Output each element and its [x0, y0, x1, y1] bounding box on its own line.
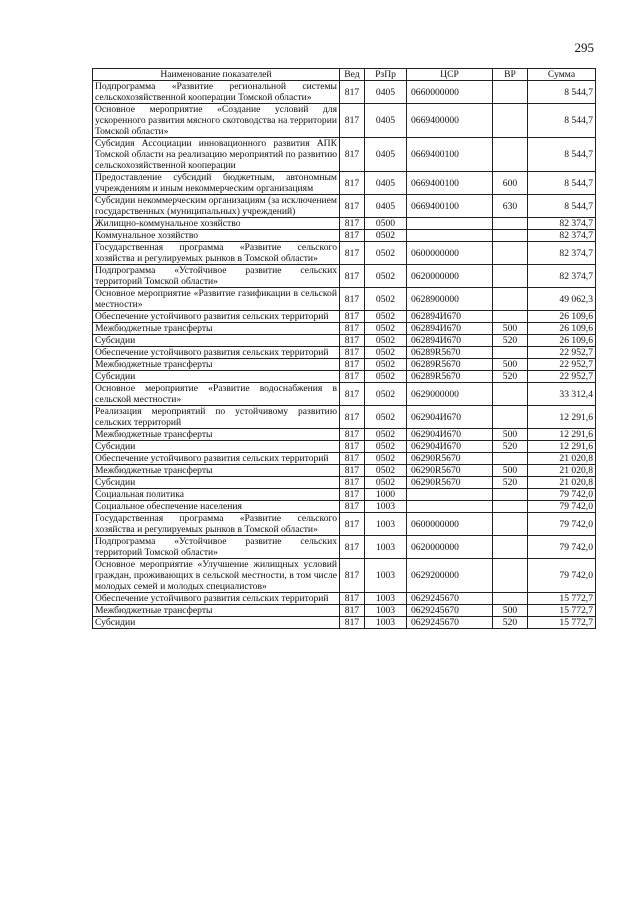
row-ved: 817 — [340, 359, 365, 371]
row-vr — [493, 218, 528, 230]
row-csr: 0660000000 — [407, 81, 493, 104]
row-vr — [493, 513, 528, 536]
row-name: Межбюджетные трансферты — [93, 429, 340, 441]
header-name: Наименование показателей — [93, 69, 340, 81]
row-name: Подпрограмма «Развитие региональной системы сельскохозяйственной кооперации Томской области» — [93, 81, 340, 104]
row-rzpr: 0502 — [365, 477, 407, 489]
row-rzpr: 0502 — [365, 383, 407, 406]
table-row — [93, 453, 596, 465]
page-number: 295 — [574, 40, 594, 55]
row-ved: 817 — [340, 489, 365, 501]
row-vr — [493, 536, 528, 559]
row-csr: 0629000000 — [407, 383, 493, 406]
table-row — [93, 242, 596, 265]
row-name: Обеспечение устойчивого развития сельских территорий — [93, 347, 340, 359]
row-rzpr: 0502 — [365, 406, 407, 429]
row-sum: 21 020,8 — [528, 477, 596, 489]
row-name: Основное мероприятие «Создание условий для ускоренного развития мясного скотоводства на территории Томской области» — [93, 104, 340, 138]
row-sum: 49 062,3 — [528, 288, 596, 311]
row-name: Государственная программа «Развитие сельского хозяйства и регулируемых рынков в Томской области» — [93, 513, 340, 536]
row-ved: 817 — [340, 172, 365, 195]
row-name: Обеспечение устойчивого развития сельских территорий — [93, 311, 340, 323]
row-csr: 062894И670 — [407, 335, 493, 347]
row-csr: 0669400100 — [407, 195, 493, 218]
row-sum: 26 109,6 — [528, 311, 596, 323]
table-row — [93, 138, 596, 172]
row-vr: 630 — [493, 195, 528, 218]
row-name: Межбюджетные трансферты — [93, 359, 340, 371]
row-csr: 062894И670 — [407, 311, 493, 323]
row-vr: 500 — [493, 359, 528, 371]
table-row — [93, 359, 596, 371]
row-csr — [407, 501, 493, 513]
row-name: Основное мероприятие «Развитие водоснабжения в сельской местности» — [93, 383, 340, 406]
table-row — [93, 335, 596, 347]
row-ved: 817 — [340, 513, 365, 536]
row-name: Субсидии — [93, 371, 340, 383]
row-vr — [493, 265, 528, 288]
row-csr: 0628900000 — [407, 288, 493, 311]
row-name: Субсидии — [93, 335, 340, 347]
row-vr: 520 — [493, 477, 528, 489]
table-row — [93, 218, 596, 230]
header-sum: Сумма — [528, 69, 596, 81]
table-row — [93, 593, 596, 605]
row-sum: 79 742,0 — [528, 559, 596, 593]
table-row — [93, 265, 596, 288]
row-name: Жилищно-коммунальное хозяйство — [93, 218, 340, 230]
row-csr: 062904И670 — [407, 406, 493, 429]
row-csr: 06290R5670 — [407, 477, 493, 489]
row-ved: 817 — [340, 81, 365, 104]
row-csr: 062904И670 — [407, 429, 493, 441]
row-csr: 0600000000 — [407, 513, 493, 536]
row-ved: 817 — [340, 335, 365, 347]
row-sum: 26 109,6 — [528, 335, 596, 347]
row-csr: 0629245670 — [407, 617, 493, 629]
row-rzpr: 0502 — [365, 465, 407, 477]
row-csr — [407, 489, 493, 501]
row-sum: 21 020,8 — [528, 465, 596, 477]
row-sum: 12 291,6 — [528, 406, 596, 429]
header-vr: ВР — [493, 69, 528, 81]
row-rzpr: 0500 — [365, 218, 407, 230]
table-row — [93, 429, 596, 441]
row-ved: 817 — [340, 605, 365, 617]
row-vr — [493, 81, 528, 104]
table-row — [93, 406, 596, 429]
row-name: Предоставление субсидий бюджетным, автономным учреждениям и иным некоммерческим организациям — [93, 172, 340, 195]
row-sum: 82 374,7 — [528, 218, 596, 230]
row-sum: 79 742,0 — [528, 489, 596, 501]
row-name: Социальная политика — [93, 489, 340, 501]
row-sum: 26 109,6 — [528, 323, 596, 335]
row-name: Социальное обеспечение населения — [93, 501, 340, 513]
row-name: Субсидия Ассоциации инновационного развития АПК Томской области на реализацию мероприятий по развитию сельскохозяйственной кооперации — [93, 138, 340, 172]
row-csr: 0620000000 — [407, 265, 493, 288]
row-sum: 8 544,7 — [528, 138, 596, 172]
row-rzpr: 0502 — [365, 230, 407, 242]
table-row — [93, 288, 596, 311]
table-row — [93, 513, 596, 536]
row-csr: 0629245670 — [407, 605, 493, 617]
row-ved: 817 — [340, 347, 365, 359]
row-vr: 520 — [493, 617, 528, 629]
row-csr: 06290R5670 — [407, 465, 493, 477]
row-vr: 500 — [493, 605, 528, 617]
row-name: Обеспечение устойчивого развития сельских территорий — [93, 453, 340, 465]
row-csr: 062904И670 — [407, 441, 493, 453]
row-sum: 22 952,7 — [528, 359, 596, 371]
row-csr: 0669400000 — [407, 104, 493, 138]
row-rzpr: 0502 — [365, 441, 407, 453]
row-ved: 817 — [340, 617, 365, 629]
header-ved: Вед — [340, 69, 365, 81]
row-name: Коммунальное хозяйство — [93, 230, 340, 242]
row-vr — [493, 242, 528, 265]
header-rzpr: РзПр — [365, 69, 407, 81]
table-row — [93, 230, 596, 242]
row-sum: 12 291,6 — [528, 441, 596, 453]
row-vr — [493, 230, 528, 242]
row-sum: 21 020,8 — [528, 453, 596, 465]
table-row — [93, 104, 596, 138]
table-header-row — [93, 69, 596, 81]
table-row — [93, 311, 596, 323]
row-vr — [493, 593, 528, 605]
table-row — [93, 383, 596, 406]
row-rzpr: 0502 — [365, 347, 407, 359]
row-name: Основное мероприятие «Улучшение жилищных условий граждан, проживающих в сельской местности, в том числе молодых семей и молодых специалистов» — [93, 559, 340, 593]
header-csr: ЦСР — [407, 69, 493, 81]
row-sum: 12 291,6 — [528, 429, 596, 441]
row-vr — [493, 501, 528, 513]
row-name: Обеспечение устойчивого развития сельских территорий — [93, 593, 340, 605]
row-ved: 817 — [340, 323, 365, 335]
table-row — [93, 489, 596, 501]
row-rzpr: 0405 — [365, 81, 407, 104]
row-name: Субсидии — [93, 477, 340, 489]
row-vr: 500 — [493, 323, 528, 335]
table-row — [93, 501, 596, 513]
row-rzpr: 0502 — [365, 371, 407, 383]
row-rzpr: 1003 — [365, 513, 407, 536]
row-rzpr: 0502 — [365, 311, 407, 323]
row-sum: 15 772,7 — [528, 617, 596, 629]
row-ved: 817 — [340, 104, 365, 138]
row-rzpr: 0502 — [365, 335, 407, 347]
row-sum: 8 544,7 — [528, 195, 596, 218]
row-vr — [493, 559, 528, 593]
row-ved: 817 — [340, 265, 365, 288]
table-body — [93, 81, 596, 629]
row-vr: 520 — [493, 441, 528, 453]
row-vr: 500 — [493, 465, 528, 477]
row-ved: 817 — [340, 453, 365, 465]
row-vr: 520 — [493, 335, 528, 347]
row-rzpr: 0502 — [365, 288, 407, 311]
table-row — [93, 195, 596, 218]
row-name: Межбюджетные трансферты — [93, 465, 340, 477]
row-name: Субсидии — [93, 617, 340, 629]
row-vr: 520 — [493, 371, 528, 383]
row-sum: 79 742,0 — [528, 501, 596, 513]
row-rzpr: 1003 — [365, 593, 407, 605]
row-sum: 8 544,7 — [528, 81, 596, 104]
row-csr: 0669400100 — [407, 172, 493, 195]
row-name: Межбюджетные трансферты — [93, 323, 340, 335]
row-csr — [407, 230, 493, 242]
row-rzpr: 0502 — [365, 265, 407, 288]
row-rzpr: 0405 — [365, 138, 407, 172]
table-row — [93, 559, 596, 593]
row-rzpr: 0405 — [365, 104, 407, 138]
table-row — [93, 323, 596, 335]
budget-table — [92, 68, 596, 629]
table-row — [93, 371, 596, 383]
row-csr: 0629245670 — [407, 593, 493, 605]
row-sum: 22 952,7 — [528, 347, 596, 359]
row-vr — [493, 406, 528, 429]
row-rzpr: 1003 — [365, 501, 407, 513]
row-ved: 817 — [340, 288, 365, 311]
row-rzpr: 0502 — [365, 323, 407, 335]
row-sum: 15 772,7 — [528, 593, 596, 605]
row-ved: 817 — [340, 441, 365, 453]
row-ved: 817 — [340, 242, 365, 265]
table-row — [93, 536, 596, 559]
row-rzpr: 0405 — [365, 172, 407, 195]
row-rzpr: 1003 — [365, 617, 407, 629]
row-vr: 600 — [493, 172, 528, 195]
row-csr: 0669400100 — [407, 138, 493, 172]
table-row — [93, 617, 596, 629]
row-sum: 82 374,7 — [528, 230, 596, 242]
row-rzpr: 0405 — [365, 195, 407, 218]
row-csr: 06289R5670 — [407, 359, 493, 371]
row-ved: 817 — [340, 536, 365, 559]
row-csr — [407, 218, 493, 230]
row-ved: 817 — [340, 311, 365, 323]
row-sum: 33 312,4 — [528, 383, 596, 406]
row-rzpr: 0502 — [365, 453, 407, 465]
row-csr: 062894И670 — [407, 323, 493, 335]
table-row — [93, 441, 596, 453]
row-vr — [493, 288, 528, 311]
row-ved: 817 — [340, 406, 365, 429]
table-row — [93, 477, 596, 489]
row-ved: 817 — [340, 501, 365, 513]
table-row — [93, 605, 596, 617]
row-sum: 15 772,7 — [528, 605, 596, 617]
row-sum: 8 544,7 — [528, 104, 596, 138]
row-rzpr: 1000 — [365, 489, 407, 501]
row-rzpr: 1003 — [365, 536, 407, 559]
row-vr — [493, 104, 528, 138]
row-ved: 817 — [340, 465, 365, 477]
row-vr — [493, 311, 528, 323]
row-name: Подпрограмма «Устойчивое развитие сельских территорий Томской области» — [93, 265, 340, 288]
row-ved: 817 — [340, 593, 365, 605]
row-ved: 817 — [340, 218, 365, 230]
row-csr: 06289R5670 — [407, 347, 493, 359]
row-name: Субсидии — [93, 441, 340, 453]
row-rzpr: 1003 — [365, 559, 407, 593]
row-vr — [493, 383, 528, 406]
row-name: Основное мероприятие «Развитие газификации в сельской местности» — [93, 288, 340, 311]
row-csr: 0620000000 — [407, 536, 493, 559]
row-ved: 817 — [340, 371, 365, 383]
row-sum: 82 374,7 — [528, 265, 596, 288]
row-vr — [493, 347, 528, 359]
row-sum: 22 952,7 — [528, 371, 596, 383]
table-row — [93, 465, 596, 477]
row-csr: 06289R5670 — [407, 371, 493, 383]
row-name: Государственная программа «Развитие сельского хозяйства и регулируемых рынков в Томской области» — [93, 242, 340, 265]
row-name: Субсидии некоммерческим организациям (за исключением государственных (муниципальных) учреждений) — [93, 195, 340, 218]
row-sum: 79 742,0 — [528, 513, 596, 536]
row-name: Подпрограмма «Устойчивое развитие сельских территорий Томской области» — [93, 536, 340, 559]
table-row — [93, 347, 596, 359]
row-rzpr: 0502 — [365, 429, 407, 441]
row-csr: 06290R5670 — [407, 453, 493, 465]
table-row — [93, 81, 596, 104]
row-ved: 817 — [340, 230, 365, 242]
row-vr — [493, 453, 528, 465]
row-ved: 817 — [340, 138, 365, 172]
row-vr — [493, 489, 528, 501]
row-ved: 817 — [340, 195, 365, 218]
row-rzpr: 1003 — [365, 605, 407, 617]
row-rzpr: 0502 — [365, 359, 407, 371]
row-vr: 500 — [493, 429, 528, 441]
row-vr — [493, 138, 528, 172]
row-name: Реализация мероприятий по устойчивому развитию сельских территорий — [93, 406, 340, 429]
row-csr: 0629200000 — [407, 559, 493, 593]
row-sum: 82 374,7 — [528, 242, 596, 265]
row-sum: 8 544,7 — [528, 172, 596, 195]
row-ved: 817 — [340, 477, 365, 489]
row-ved: 817 — [340, 429, 365, 441]
row-csr: 0600000000 — [407, 242, 493, 265]
row-rzpr: 0502 — [365, 242, 407, 265]
row-ved: 817 — [340, 559, 365, 593]
row-sum: 79 742,0 — [528, 536, 596, 559]
row-name: Межбюджетные трансферты — [93, 605, 340, 617]
row-ved: 817 — [340, 383, 365, 406]
table-row — [93, 172, 596, 195]
